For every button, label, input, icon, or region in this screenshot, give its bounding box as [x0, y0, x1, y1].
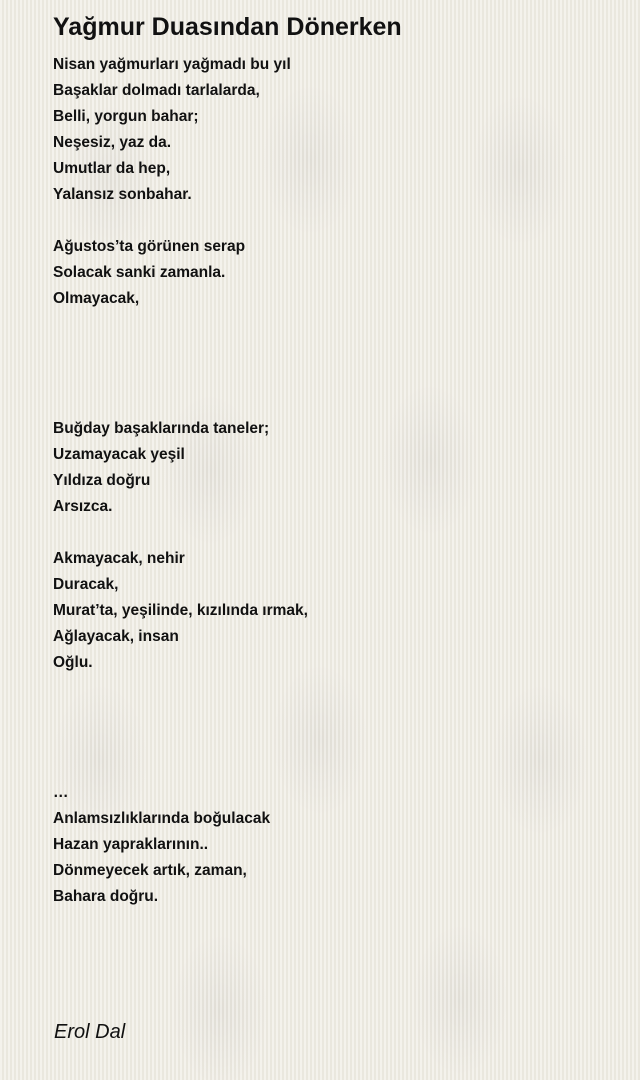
poem-title: Yağmur Duasından Dönerken: [53, 13, 402, 41]
stanza-1: [53, 52, 613, 208]
stanza-3: [53, 416, 613, 520]
stanza-gap: [53, 520, 613, 546]
poem-line: Duracak,: [53, 576, 119, 593]
stanza-gap: [53, 754, 613, 780]
poem-line: Dönmeyecek artık, zaman,: [53, 862, 247, 879]
stanza-gap: [53, 312, 613, 390]
poem-line: Bahara doğru.: [53, 888, 159, 905]
poem-line: Solacak sanki zamanla.: [53, 264, 226, 281]
poem-line: Neşesiz, yaz da.: [53, 134, 172, 151]
poem-line: Yalansız sonbahar.: [53, 186, 192, 203]
poem-line: Anlamsızlıklarında boğulacak: [53, 810, 271, 827]
poem-line: Belli, yorgun bahar;: [53, 108, 199, 125]
poem-line: Ağustos’ta görünen serap: [53, 238, 246, 255]
poem-line: Buğday başaklarında taneler;: [53, 420, 270, 437]
poem-line: Hazan yapraklarının..: [53, 836, 209, 853]
poem-line: …: [53, 784, 69, 801]
poem-line: Oğlu.: [53, 654, 93, 671]
poem-line: Başaklar dolmadı tarlalarda,: [53, 82, 260, 99]
stanza-4: [53, 546, 613, 676]
poem-body: [53, 52, 613, 910]
stanza-gap: [53, 676, 613, 754]
stanza-gap: [53, 208, 613, 234]
poem-line: Uzamayacak yeşil: [53, 446, 185, 463]
poem-line: Arsızca.: [53, 498, 113, 515]
poem-line: Ağlayacak, insan: [53, 628, 179, 645]
stanza-5: [53, 780, 613, 910]
poem-line: Nisan yağmurları yağmadı bu yıl: [53, 56, 291, 73]
stanza-2: [53, 234, 613, 312]
stanza-gap: [53, 390, 613, 416]
poem-line: Olmayacak,: [53, 290, 140, 307]
poem-line: Umutlar da hep,: [53, 160, 171, 177]
poem-line: Akmayacak, nehir: [53, 550, 185, 567]
poem-author: Erol Dal: [54, 1021, 126, 1043]
poem-line: Yıldıza doğru: [53, 472, 151, 489]
poem-line: Murat’ta, yeşilinde, kızılında ırmak,: [53, 602, 308, 619]
